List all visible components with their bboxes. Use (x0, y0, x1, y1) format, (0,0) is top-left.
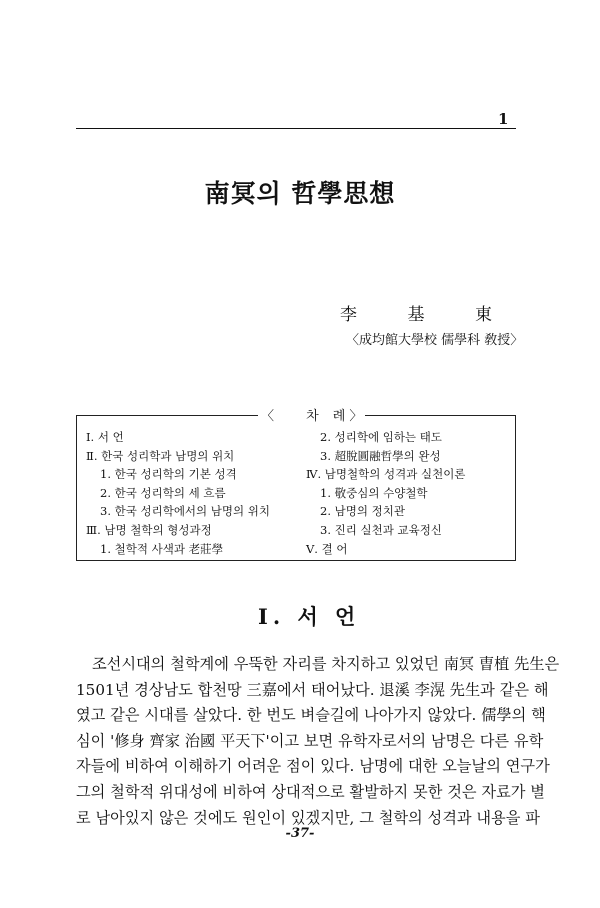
toc-item: 3. 超脫圓融哲學의 완성 (320, 448, 441, 463)
body-line: 자들에 비하여 이해하기 어려운 점이 있다. 남명에 대한 오늘날의 연구가 (76, 757, 550, 776)
author-char: 東 (475, 305, 492, 325)
body-line: 그의 철학적 위대성에 비하여 상대적으로 활발하지 못한 것은 자료가 별 (76, 782, 545, 801)
toc-item: 1. 한국 성리학의 기본 성격 (100, 467, 237, 482)
toc-left-column (86, 428, 270, 558)
body-line: 였고 같은 시대를 살았다. 한 번도 벼슬길에 나아가지 않았다. 儒學의 핵 (76, 706, 546, 725)
toc-item: 3. 진리 실천과 교육정신 (320, 522, 442, 537)
toc-item: 1. 敬중심의 수양철학 (320, 485, 428, 500)
toc-item: Ⅲ. 남명 철학의 형성과정 (86, 522, 212, 537)
article-title: 南冥의 哲學思想 (204, 179, 396, 208)
toc-item: Ⅴ. 결 어 (306, 541, 348, 556)
header-rule (76, 128, 516, 129)
page-footer-number: -37- (285, 826, 315, 841)
toc-item: 2. 한국 성리학의 세 흐름 (100, 485, 226, 500)
toc-title (258, 405, 365, 424)
author-char: 李 (340, 305, 357, 325)
toc-title-left: 〈 차 (261, 409, 333, 424)
author-affiliation: 〈成均館大學校 儒學科 敎授〉 (346, 333, 524, 348)
toc-item: Ⅳ. 남명철학의 성격과 실천이론 (306, 467, 466, 482)
author-name (340, 300, 492, 325)
toc-item: 1. 철학적 사색과 老莊學 (100, 541, 224, 556)
toc-right-column (306, 428, 465, 558)
body-paragraph (76, 652, 560, 831)
toc-item: 2. 남명의 정치관 (320, 504, 405, 519)
toc-item: 2. 성리학에 임하는 태도 (320, 430, 442, 444)
toc-item: Ⅰ. 서 언 (86, 430, 124, 444)
toc-item: 3. 한국 성리학에서의 남명의 위치 (100, 504, 271, 519)
page-number: 1 (498, 110, 509, 128)
body-line: 로 남아있지 않은 것에도 원인이 있겠지만, 그 철학의 성격과 내용을 파 (76, 808, 540, 827)
toc-item: Ⅱ. 한국 성리학과 남명의 위치 (86, 448, 235, 463)
toc-title-right: 례 〉 (332, 409, 363, 424)
author-char: 基 (407, 305, 425, 325)
body-line: 1501년 경상남도 합천땅 三嘉에서 태어났다. 退溪 李滉 先生과 같은 해 (76, 680, 549, 699)
body-line: 조선시대의 철학계에 우뚝한 자리를 차지하고 있었던 南冥 曺植 先生은 (92, 655, 560, 673)
section-heading: Ⅰ. 서 언 (258, 604, 361, 629)
body-line: 심이 '修身 齊家 治國 平天下'이고 보면 유학자로서의 남명은 다른 유학 (76, 731, 544, 750)
